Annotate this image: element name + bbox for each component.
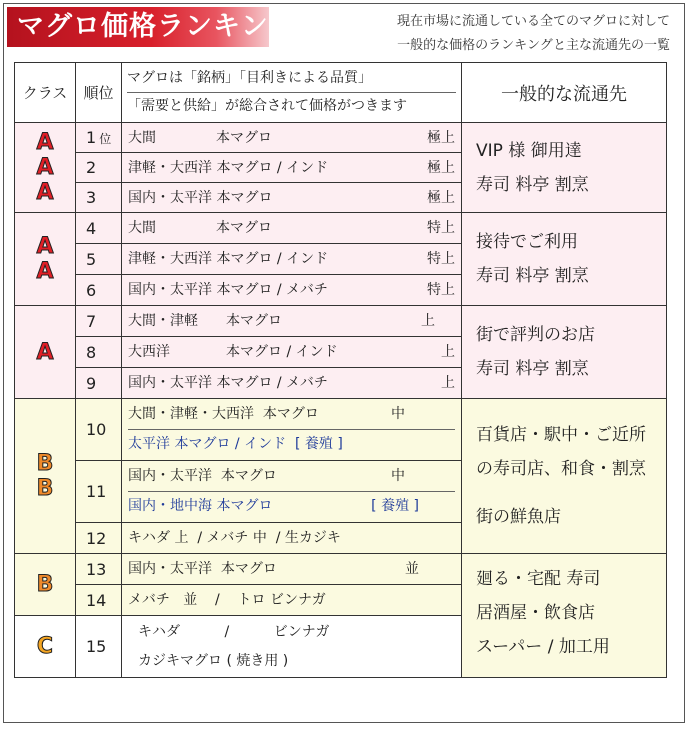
rank-cell: 13 xyxy=(76,554,122,585)
table-header-row xyxy=(15,63,667,123)
distribution-line: 街の鮮魚店 xyxy=(476,507,561,527)
header-desc-line1: マグロは「銘柄」「目利きによる品質」 xyxy=(127,65,456,93)
subtitle-line: 現在市場に流通している全てのマグロに対して xyxy=(396,14,670,29)
item-cell xyxy=(122,153,462,183)
rank-cell: 3 xyxy=(76,183,122,213)
item-origin: 国内・太平洋 xyxy=(128,375,212,391)
item-grade: 上 xyxy=(441,375,455,391)
header-description xyxy=(122,63,462,123)
item-cell xyxy=(122,244,462,275)
class-badge: B xyxy=(36,451,54,476)
distribution-line: 街で評判のお店 xyxy=(476,325,595,345)
item-fish: 本マグロ xyxy=(216,220,272,236)
item-fish: 本マグロ / メバチ xyxy=(216,282,328,298)
item-cell xyxy=(122,306,462,337)
rank-cell: 10 xyxy=(76,399,122,461)
item-cell: キハダ 上 / メバチ 中 / 生カジキ xyxy=(122,523,462,554)
distribution-line: 寿司 料亭 割烹 xyxy=(476,266,589,286)
distribution-line: の寿司店、和食・割烹 xyxy=(476,459,646,479)
item-cell xyxy=(122,616,462,678)
class-badge: A xyxy=(36,234,54,259)
rank-cell: 4 xyxy=(76,213,122,244)
distribution-cell xyxy=(462,306,667,399)
distribution-line: VIP 様 御用達 xyxy=(476,140,582,161)
item-cell xyxy=(122,337,462,368)
item-cell xyxy=(122,368,462,399)
item-grade: 特上 xyxy=(427,282,455,298)
table-row xyxy=(15,306,667,337)
distribution-line: 寿司 料亭 割烹 xyxy=(476,359,589,379)
item-cell xyxy=(122,399,462,461)
table-row xyxy=(15,399,667,461)
distribution-line: 居酒屋・飲食店 xyxy=(476,603,595,623)
distribution-line: スーパー / 加工用 xyxy=(476,637,610,657)
rank-cell: 6 xyxy=(76,275,122,306)
class-cell-bb xyxy=(15,399,76,554)
item-grade: 中 xyxy=(391,468,405,484)
class-badge: A xyxy=(36,259,54,284)
item-fish: 本マグロ / メバチ xyxy=(216,375,328,391)
item-line xyxy=(128,400,455,430)
distribution-line: 百貨店・駅中・ご近所 xyxy=(476,425,646,445)
item-cell: メバチ 並 / トロ ビンナガ xyxy=(122,585,462,616)
item-origin: 国内・太平洋 xyxy=(128,189,212,206)
item-fish: 本マグロ xyxy=(220,561,277,577)
item-fish: 本マグロ xyxy=(216,189,273,206)
item-origin: 大間 xyxy=(128,129,156,146)
class-badge: A xyxy=(36,130,54,155)
class-badge: A xyxy=(36,180,54,205)
header-class: クラス xyxy=(15,63,76,123)
class-cell-c xyxy=(15,616,76,678)
item-origin: 津軽・大西洋 xyxy=(128,159,212,176)
item-origin: 津軽・大西洋 xyxy=(128,251,212,267)
farmed-tag: [ 養殖 ] xyxy=(371,498,419,514)
rank-cell: 7 xyxy=(76,306,122,337)
class-cell-aa xyxy=(15,213,76,306)
page-subtitle xyxy=(340,10,670,58)
rank-number: 1 xyxy=(86,128,97,147)
item-cell xyxy=(122,213,462,244)
distribution-spacer xyxy=(476,486,666,500)
item-fish: 本マグロ / インド xyxy=(216,159,329,176)
item-text: 国内・地中海 本マグロ xyxy=(128,498,273,514)
item-origin: 大間 xyxy=(128,220,156,236)
class-cell-b xyxy=(15,554,76,616)
item-line: キハダ / ビンナガ xyxy=(138,623,330,640)
item-grade: 極上 xyxy=(427,189,455,206)
item-line: カジキマグロ ( 焼き用 ) xyxy=(138,652,289,669)
item-fish: 本マグロ xyxy=(216,129,272,146)
item-fish: 本マグロ / インド xyxy=(226,344,338,360)
rank-cell: 8 xyxy=(76,337,122,368)
rank-cell: 14 xyxy=(76,585,122,616)
item-line-farmed xyxy=(128,492,455,521)
item-cell xyxy=(122,123,462,153)
rank-cell: 9 xyxy=(76,368,122,399)
distribution-line: 廻る・宅配 寿司 xyxy=(476,569,601,589)
class-badge: B xyxy=(36,476,54,501)
item-grade: 上 xyxy=(441,344,455,360)
header-desc-line2: 「需要と供給」が総合されて価格がつきます xyxy=(127,98,407,114)
rank-cell: 2 xyxy=(76,153,122,183)
item-grade: 極上 xyxy=(427,159,455,176)
item-grade: 特上 xyxy=(427,220,455,236)
item-grade: 上 xyxy=(421,313,435,329)
header-rank: 順位 xyxy=(76,63,122,123)
header-distribution: 一般的な流通先 xyxy=(462,63,667,123)
item-grade: 中 xyxy=(391,406,405,422)
distribution-cell xyxy=(462,213,667,306)
item-grade: 並 xyxy=(405,561,419,577)
item-line xyxy=(128,462,455,492)
rank-cell: 12 xyxy=(76,523,122,554)
item-cell xyxy=(122,461,462,523)
subtitle-line: 一般的な価格のランキングと主な流通先の一覧 xyxy=(397,38,670,53)
item-text: 国内・太平洋 本マグロ xyxy=(128,468,277,484)
table-row xyxy=(15,554,667,585)
rank-cell xyxy=(76,123,122,153)
distribution-line: 寿司 料亭 割烹 xyxy=(476,174,589,195)
table-row xyxy=(15,213,667,244)
class-badge: A xyxy=(36,339,54,365)
ranking-table xyxy=(14,62,667,678)
item-cell xyxy=(122,183,462,213)
item-origin: 国内・太平洋 xyxy=(128,282,212,298)
item-fish: 本マグロ xyxy=(226,313,282,329)
item-cell xyxy=(122,554,462,585)
distribution-cell xyxy=(462,123,667,213)
item-origin: 大間・津軽 xyxy=(128,313,198,329)
item-origin: 大西洋 xyxy=(128,344,170,360)
table-row xyxy=(15,123,667,153)
rank-cell: 15 xyxy=(76,616,122,678)
item-grade: 極上 xyxy=(427,129,455,146)
class-cell-aaa xyxy=(15,123,76,213)
item-text: 大間・津軽・大西洋 本マグロ xyxy=(128,406,319,422)
class-cell-a xyxy=(15,306,76,399)
class-badge: C xyxy=(36,634,54,659)
class-badge: B xyxy=(36,572,54,597)
class-badge: A xyxy=(36,155,54,180)
item-origin: 国内・太平洋 xyxy=(128,561,212,577)
page-title: マグロ価格ランキン xyxy=(7,7,269,47)
item-line-farmed: 太平洋 本マグロ / インド [ 養殖 ] xyxy=(128,436,343,452)
item-grade: 特上 xyxy=(427,251,455,267)
item-cell xyxy=(122,275,462,306)
item-fish: 本マグロ / インド xyxy=(216,251,329,267)
distribution-cell xyxy=(462,399,667,554)
rank-cell: 5 xyxy=(76,244,122,275)
distribution-line: 接待でご利用 xyxy=(476,232,578,252)
rank-unit: 位 xyxy=(99,132,112,146)
rank-cell: 11 xyxy=(76,461,122,523)
distribution-cell xyxy=(462,554,667,678)
